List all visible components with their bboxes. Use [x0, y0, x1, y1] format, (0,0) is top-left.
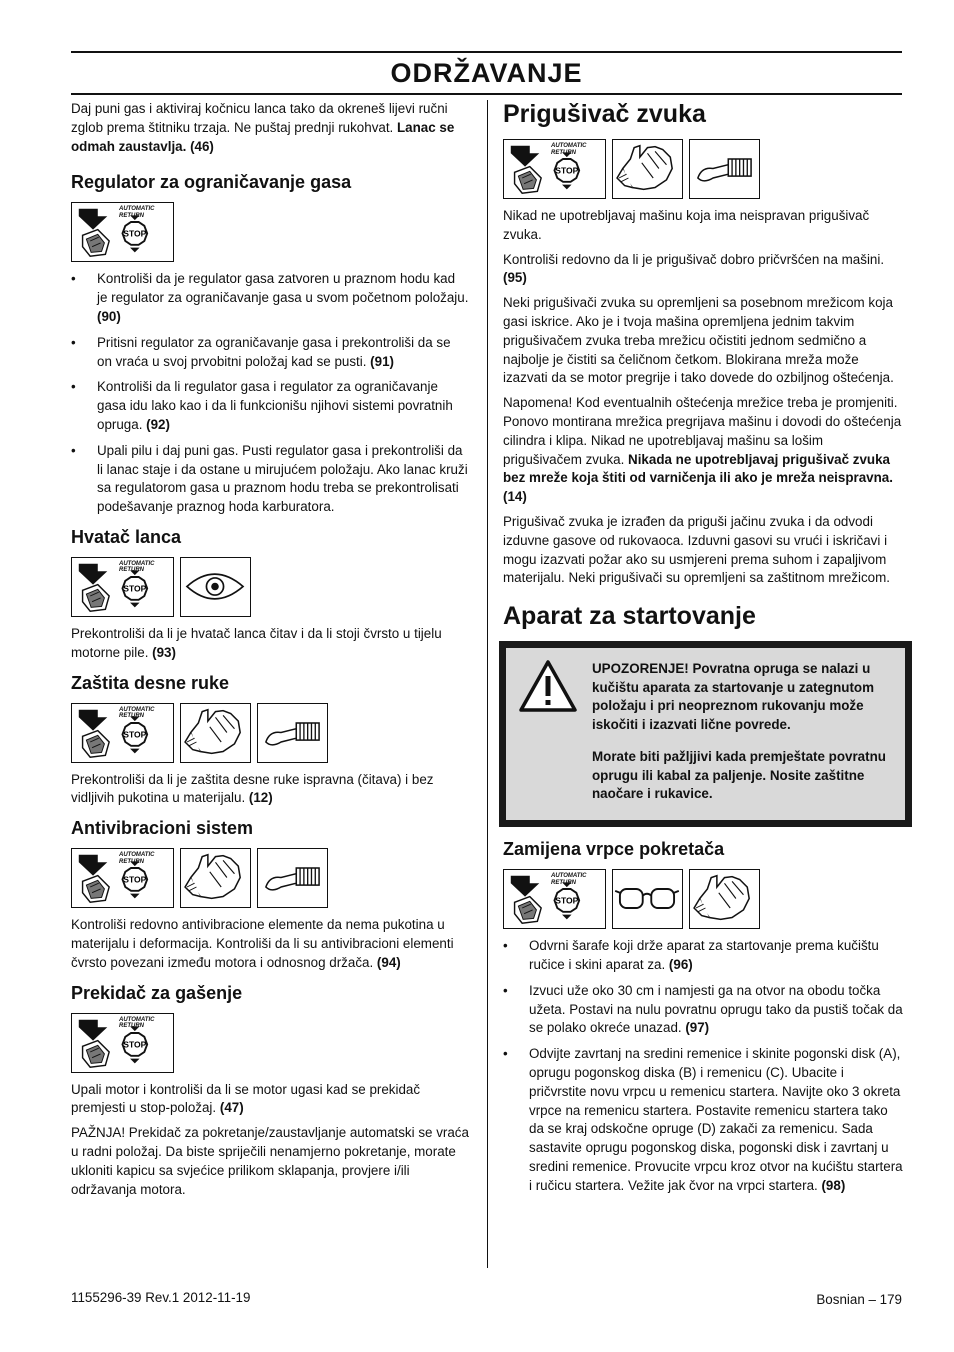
warning-text-1: UPOZORENJE! Povratna opruga se nalazi u kučištu aparata za startovanje u zategnutom položaju i pri neopreznom rukovanju može iskočiti i izazvati lične povrede.: [592, 661, 875, 732]
eye-icon: [180, 557, 251, 617]
muffler-p3: Neki prigušivači zvuka su opremljeni sa posebnom mrežicom koja gasi iskrice. Ako je i tvoja mašina opremljena jednim takvim prigušivačem zvuka treba mrežicu očistiti jednom sedmično a najbolje je čistiti sa čeličnom četkom. Blokirana mreža može izazvati da se motor pregrije i tako dovede do ozbiljnog oštećenja.: [503, 295, 894, 386]
starter-heading: Aparat za startovanje: [503, 602, 756, 631]
stop-switch-heading: Prekidač za gašenje: [71, 982, 243, 1003]
page-title: ODRŽAVANJE: [390, 58, 583, 88]
auto-return-stop-icon: AUTOMATIC RETURN: [71, 557, 174, 617]
auto-return-stop-icon: AUTOMATIC RETURN: [71, 703, 174, 763]
hand-guard-heading: Zaštita desne ruke: [71, 672, 230, 693]
glove-icon: [612, 139, 683, 199]
rope-list: [503, 937, 903, 1195]
right-column: [503, 100, 903, 1203]
list-item: • Izvuci uže oko 30 cm i namjesti ga na otvor na obodu točka užeta. Postavi na nulu povratnu oprugu tako da pustiš točak da se polako okreće unazad. (97): [503, 982, 903, 1038]
muffler-p4: Napomena! Kod eventualnih oštećenja mrežice treba je promjeniti. Ponovo montirana mrežica pregrijava mašinu i dovodi do oštećenja cilindra i klipa. Nikad ne upotrebljavaj mašinu sa lošim prigušivačem zvuka. Nikada ne upotrebljavaj prigušivač zvuka bez mreže koja štiti od varničenja ili ako je mreža neispravna. (14): [503, 395, 902, 505]
list-item: • Odvijte zavrtanj na sredini remenice i skinite pogonski disk (A), oprugu pogonskog diska (B) i remenicu (C). Ubacite i pričvrstite novu vrpcu u remenicu startera. Navijte oko 3 okreta vrpce na remenicu startera. Postavite remenicu startera tako da se kraj odskočne opruge (D) zakači za remenicu. Sada sastavite oprugu pogonskog diska, pogonski disk i zavrtanj u sredini remenice. Provucite vrpcu kroz otvor na kućištu startera i ručicu startera. Vežite jak čvor na vrpci startera. (98): [503, 1045, 903, 1195]
stop-switch-text: Upali motor i kontroliši da li se motor ugasi kad se prekidač premjesti u stop-položaj. (47): [71, 1081, 421, 1116]
glove-icon: [180, 703, 251, 763]
hand-guard-text: Prekontroliši da li je zaštita desne ruke ispravna (čitava) i bez vidljivih pukotina u materijalu. (12): [71, 771, 434, 806]
chain-catcher-heading: Hvatač lanca: [71, 526, 182, 547]
hand-guard-icons: [71, 703, 469, 763]
auto-return-stop-icon: AUTOMATIC RETURN: [71, 1013, 174, 1073]
antivibration-heading: Antivibracioni sistem: [71, 818, 254, 839]
auto-return-stop-icon: AUTOMATIC RETURN: [71, 202, 174, 262]
muffler-p5: Prigušivač zvuka je izrađen da priguši jačinu zvuka i da odvodi izduvne gasove od rukovaoca. Izduvni gasovi su vrući i iskričavi i mogu izazvati požar ako su usmjereni prema suhom i zapaljivom materijalu. Neki prigušivači su opremljeni sa zaštitnom mrežicom.: [503, 513, 890, 586]
intro-paragraph: Daj puni gas i aktiviraj kočnicu lanca tako da okreneš lijevi ručni zglob prema štitniku trzaja. Ne puštaj prednji rukohvat. Lanac se odmah zaustavlja. (46): [71, 101, 455, 154]
muffler-icons: [503, 139, 903, 199]
glove-icon: [180, 848, 251, 908]
column-divider: [487, 100, 488, 1268]
throttle-lockout-icons: [71, 202, 469, 262]
list-item: • Kontroliši da li regulator gasa i regulator za ograničavanje gasa idu lako kao i da li funkcionišu njihovi sistemi povratnih opruga. (92): [71, 378, 469, 434]
stop-switch-icons: [71, 1013, 469, 1073]
rope-icons: [503, 869, 903, 929]
chain-catcher-text: Prekontroliši da li je hvatač lanca čitav i da li stoji čvrsto u tijelu motorne pile. (93): [71, 625, 442, 660]
header-rule-top: [71, 51, 902, 53]
muffler-heading: Prigušivač zvuka: [503, 100, 706, 128]
list-item: • Pritisni regulator za ograničavanje gasa i prekontroliši da se on vraća u svoj prvobitni položaj kad se pusti. (91): [71, 334, 469, 372]
warning-box: [499, 641, 912, 827]
chain-catcher-icons: [71, 557, 469, 617]
auto-return-stop-icon: AUTOMATIC RETURN: [503, 869, 606, 929]
glasses-icon: [612, 869, 683, 929]
header-rule-bottom: [71, 93, 902, 95]
list-item: • Kontroliši da je regulator gasa zatvoren u praznom hodu kad je regulator za ograničavanje gasa u svom početnom položaju. (90): [71, 270, 469, 326]
brush-icon: [257, 703, 328, 763]
muffler-p1: Nikad ne upotrebljavaj mašinu koja ima neispravan prigušivač zvuka.: [503, 208, 870, 242]
footer-doc-id: 1155296-39 Rev.1 2012-11-19: [71, 1290, 251, 1305]
warning-triangle-icon: [518, 658, 578, 714]
brush-icon: [689, 139, 760, 199]
glove-icon: [689, 869, 760, 929]
warning-text-2: Morate biti pažljjivi kada premještate povratnu oprugu ili kabal za paljenje. Nosite zaštitne naočare i rukavice.: [592, 749, 886, 802]
left-column: [71, 100, 469, 1205]
throttle-lockout-heading: Regulator za ograničavanje gasa: [71, 172, 352, 193]
footer-page-number: Bosnian – 179: [816, 1292, 902, 1307]
rope-heading: Zamijena vrpce pokretača: [503, 839, 725, 860]
antivibration-icons: [71, 848, 469, 908]
brush-icon: [257, 848, 328, 908]
list-item: • Upali pilu i daj puni gas. Pusti regulator gasa i prekontroliši da li lanac staje i da ostane u mirujućem položaju. Ako lanac kruži sa regulatorom gasa u praznom hodu treba se prekontrolisati podešavanje praznog hoda karburatora.: [71, 442, 469, 517]
list-item: • Odvrni šarafe koji drže aparat za startovanje prema kučištu ručice i skini aparat za. (96): [503, 937, 903, 975]
auto-return-stop-icon: AUTOMATIC RETURN: [71, 848, 174, 908]
auto-return-stop-icon: AUTOMATIC RETURN: [503, 139, 606, 199]
antivibration-text: Kontroliši redovno antivibracione elemente da nema pukotina u materijalu i deformacija. Kontroliši da li su antivibracioni elementi čvrsto povezani između motora i odnosnog držača. (94): [71, 917, 454, 970]
stop-switch-note: PAŽNJA! Prekidač za pokretanje/zaustavljanje automatski se vraća u radni položaj. Da biste spriječili nenamjerno pokretanje, morate ukloniti kapicu sa svjećice prilikom sklapanja, provjere i/ili održavanja motora.: [71, 1125, 469, 1197]
muffler-p2: Kontroliši redovno da li je prigušivač dobro pričvršćen na mašini. (95): [503, 251, 885, 286]
throttle-lockout-list: [71, 270, 469, 517]
